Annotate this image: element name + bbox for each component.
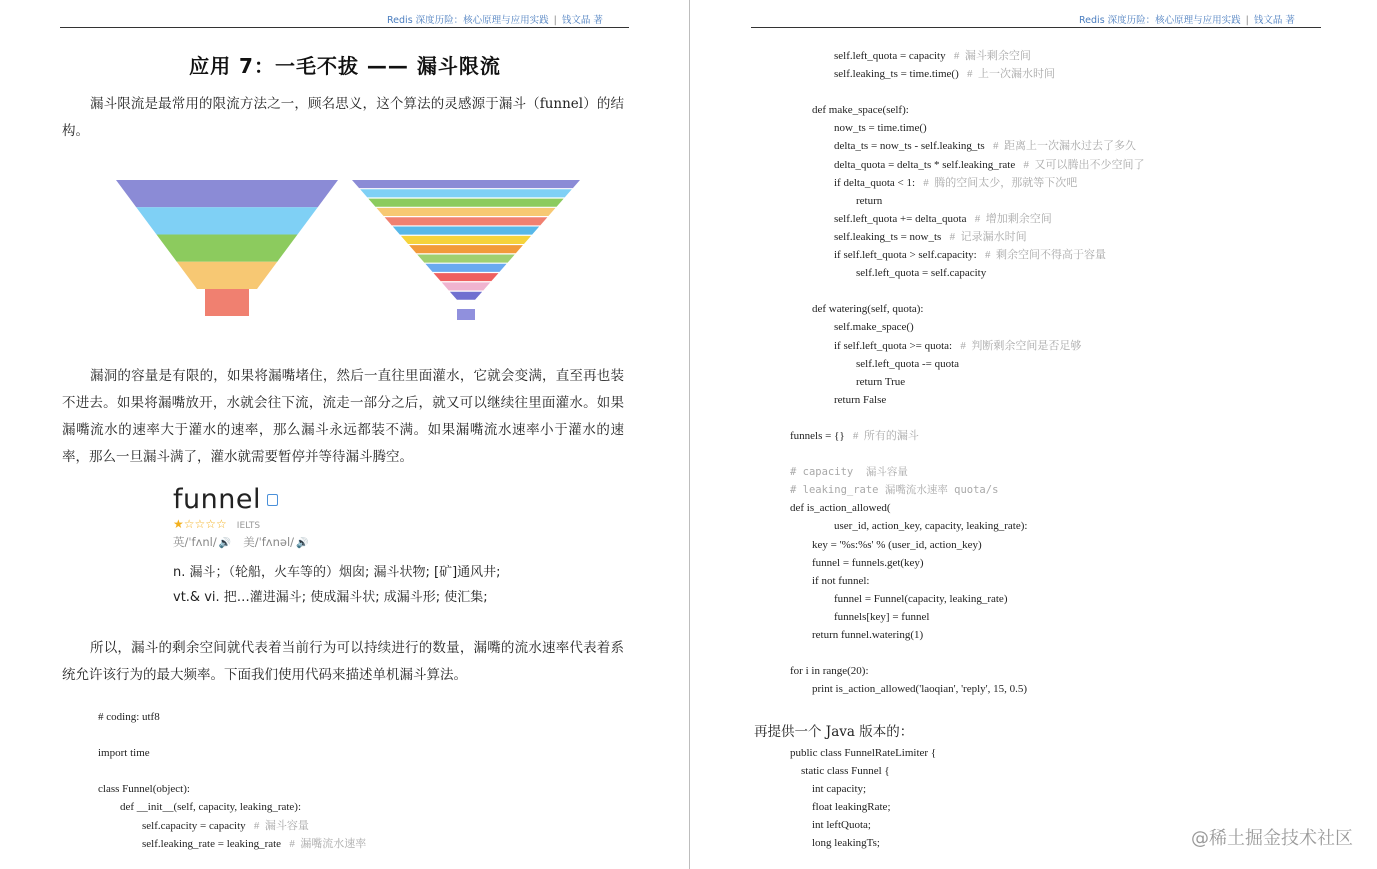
code-line: [790, 780, 936, 798]
code-line: [790, 246, 1144, 264]
funnel-band: [401, 236, 531, 244]
funnel-band: [177, 262, 278, 289]
funnel-right-image: [352, 180, 580, 320]
code-text: self.leaking_ts = now_ts: [790, 230, 950, 243]
code-text: funnels = {}: [790, 429, 853, 442]
java-intro-text: 再提供一个 Java 版本的：: [754, 724, 914, 740]
header-separator: |: [553, 15, 557, 26]
code-comment: # 记录漏水时间: [949, 230, 1027, 243]
code-comment: # 漏嘴流水速率: [289, 837, 367, 850]
code-line: [790, 174, 1144, 192]
code-line: [790, 101, 1144, 119]
code-text: def __init__(self, capacity, leaking_rate):: [98, 801, 302, 814]
code-line: [790, 572, 1144, 590]
code-line: [98, 798, 366, 816]
funnel-band: [450, 292, 482, 300]
code-text: return funnel.watering(1): [790, 629, 924, 641]
funnel-band: [360, 189, 572, 197]
watermark: @稀土掘金技术社区: [1191, 828, 1353, 849]
code-comment: # 上一次漏水时间: [966, 68, 1055, 81]
code-line: [790, 409, 1144, 427]
code-text: def make_space(self):: [790, 104, 909, 117]
code-text: static class Funnel {: [790, 765, 890, 778]
code-line: [98, 817, 366, 835]
code-line: [790, 680, 1144, 698]
code-line: [790, 65, 1144, 83]
code-line: [790, 119, 1144, 137]
code-line: [790, 517, 1144, 535]
code-line: [790, 626, 1144, 644]
code-line: [790, 83, 1144, 101]
speaker-icon: 🔊: [218, 538, 232, 549]
code-text: return False: [790, 393, 887, 406]
us-phonetic: 美/ˈfʌnəl/: [243, 535, 295, 549]
funnel-band: [368, 199, 563, 207]
definition-verb: vt.& vi. 把…灌进漏斗; 使成漏斗状; 成漏斗形; 使汇集;: [173, 590, 488, 605]
code-text: print is_action_allowed('laoqian', 'reply', 15, 0.5): [790, 683, 1028, 696]
code-line: [790, 816, 936, 834]
code-line: [790, 137, 1144, 155]
funnel-band: [434, 273, 499, 281]
funnel-band: [393, 227, 539, 235]
funnel-illustration: [110, 176, 590, 326]
author: 钱文晶 著: [1253, 15, 1295, 26]
code-line: [790, 481, 1144, 499]
code-comment: # 所有的漏斗: [852, 429, 919, 442]
code-line: [98, 780, 366, 798]
code-line: [790, 554, 1144, 572]
dictionary-card: [173, 484, 593, 610]
section-title: 应用 7：一毛不拔 —— 漏斗限流: [189, 54, 501, 78]
code-block-python-start: [98, 708, 366, 853]
code-text: self.leaking_rate = leaking_rate: [98, 837, 290, 850]
funnel-paragraph: 漏洞的容量是有限的，如果将漏嘴堵住，然后一直往里面灌水，它就会变满，直至再也装不进去。如果将漏嘴放开，水就会往下流，流走一部分之后，就又可以继续往里面灌水。如果漏嘴流水的速率大于灌水的速率，那么漏斗永远都装不满。如果漏嘴流水速率小于灌水的速率，那么一旦漏斗满了，灌水就需要暂停并等待漏斗腾空。: [62, 368, 624, 465]
running-header: [387, 12, 603, 26]
code-line: [790, 427, 1144, 445]
code-line: [98, 835, 366, 853]
code-text: if self.left_quota > self.capacity:: [790, 249, 985, 262]
code-text: self.left_quota += delta_quota: [790, 212, 975, 225]
code-text: long leakingTs;: [790, 837, 880, 850]
code-line: [98, 744, 366, 762]
code-line: [790, 355, 1144, 373]
code-line: [98, 708, 366, 726]
code-text: int leftQuota;: [790, 819, 871, 832]
code-block-java: [790, 744, 936, 853]
code-comment: # leaking_rate 漏嘴流水速率 quota/s: [790, 484, 999, 497]
code-text: funnel = Funnel(capacity, leaking_rate): [790, 592, 1008, 605]
funnel-band: [425, 264, 506, 272]
speaker-icon: 🔊: [296, 538, 309, 549]
code-text: if delta_quota < 1:: [790, 176, 924, 189]
code-text: public class FunnelRateLimiter {: [790, 747, 937, 759]
code-line: [790, 318, 1144, 336]
uk-phonetic: 英/ˈfʌnl/: [173, 535, 217, 549]
code-text: funnel = funnels.get(key): [790, 556, 924, 569]
code-text: if not funnel:: [790, 574, 870, 587]
code-comment: # 判断剩余空间是否足够: [960, 339, 1082, 352]
code-line: [790, 536, 1144, 554]
code-block-python-cont: [790, 47, 1144, 698]
code-text: funnels[key] = funnel: [790, 610, 930, 623]
funnel-spout: [457, 309, 475, 320]
funnel-band: [136, 207, 318, 234]
code-line: [790, 644, 1144, 662]
dict-word-text: funnel: [173, 484, 261, 515]
code-text: int capacity;: [790, 783, 867, 796]
funnel-band: [409, 245, 523, 253]
code-comment: # 剩余空间不得高于容量: [984, 249, 1106, 262]
header-separator: |: [1245, 15, 1249, 26]
funnel-left-image: [116, 180, 338, 316]
code-line: [790, 445, 1144, 463]
dict-phonetics: [173, 534, 593, 550]
code-line: [790, 300, 1144, 318]
definition-noun: n. 漏斗；（轮船，火车等的）烟囱; 漏斗状物; [矿]通风井;: [173, 565, 501, 580]
code-comment: # 增加剩余空间: [974, 212, 1052, 225]
code-line: [790, 373, 1144, 391]
dict-headword: [173, 484, 593, 515]
dict-definitions: [173, 560, 593, 610]
funnel-band: [116, 180, 338, 207]
funnel-band: [417, 254, 515, 262]
bookmark-icon: [267, 494, 278, 506]
code-text: delta_ts = now_ts - self.leaking_ts: [790, 140, 993, 153]
code-text: if self.left_quota >= quota:: [790, 339, 961, 352]
dict-rating: [173, 517, 593, 531]
code-comment: # 距离上一次漏水过去了多久: [992, 140, 1136, 153]
author: 钱文晶 著: [561, 15, 603, 26]
code-line: [790, 47, 1144, 65]
code-text: def is_action_allowed(: [790, 502, 891, 515]
funnel-band: [157, 235, 298, 262]
code-comment: # 又可以腾出不少空间了: [1023, 158, 1145, 171]
funnel-band: [352, 180, 580, 188]
code-line: [790, 192, 1144, 210]
running-header: [1079, 12, 1295, 26]
intro-paragraph: 漏斗限流是最常用的限流方法之一，顾名思义，这个算法的灵感源于漏斗（funnel）的结构。: [62, 96, 624, 139]
funnel-band: [376, 208, 555, 216]
code-line: [98, 762, 366, 780]
code-line: [790, 590, 1144, 608]
funnel-band: [442, 282, 491, 290]
code-text: import time: [98, 747, 150, 760]
code-text: self.left_quota = capacity: [790, 50, 954, 62]
code-comment: # capacity 漏斗容量: [790, 466, 908, 479]
code-line: [790, 391, 1144, 409]
code-text: return True: [790, 375, 906, 388]
code-text: key = '%s:%s' % (user_id, action_key): [790, 538, 982, 551]
code-comment: # 漏斗剩余空间: [953, 50, 1031, 62]
funnel-spout: [205, 289, 249, 316]
header-rule: [60, 27, 629, 28]
code-line: [790, 228, 1144, 246]
code-line: [790, 744, 936, 762]
header-rule: [751, 27, 1321, 28]
book-title: Redis 深度历险：核心原理与应用实践: [387, 15, 549, 26]
code-line: [790, 264, 1144, 282]
code-text: user_id, action_key, capacity, leaking_rate):: [790, 520, 1028, 533]
code-comment: # 漏斗容量: [253, 819, 309, 832]
code-line: [790, 282, 1144, 300]
code-text: float leakingRate;: [790, 801, 891, 814]
code-text: delta_quota = delta_ts * self.leaking_rate: [790, 158, 1024, 171]
code-text: # coding: utf8: [98, 711, 160, 723]
code-text: self.leaking_ts = time.time(): [790, 68, 967, 81]
code-line: [790, 463, 1144, 481]
code-text: self.make_space(): [790, 321, 914, 334]
code-line: [790, 762, 936, 780]
code-line: [790, 337, 1144, 355]
book-title: Redis 深度历险：核心原理与应用实践: [1079, 15, 1241, 26]
code-text: self.left_quota -= quota: [790, 357, 960, 370]
code-text: for i in range(20):: [790, 665, 869, 678]
code-line: [790, 608, 1144, 626]
code-line: [790, 662, 1144, 680]
code-text: def watering(self, quota):: [790, 303, 924, 316]
code-line: [790, 156, 1144, 174]
code-line: [790, 798, 936, 816]
code-line: [790, 834, 936, 852]
code-line: [98, 726, 366, 744]
code-text: self.capacity = capacity: [98, 819, 254, 832]
code-comment: # 腾的空间太少，那就等下次吧: [923, 176, 1078, 189]
code-text: return: [790, 194, 883, 207]
code-line: [790, 210, 1144, 228]
code-text: class Funnel(object):: [98, 783, 190, 796]
code-text: self.left_quota = self.capacity: [790, 267, 987, 280]
funnel-band: [385, 217, 548, 225]
code-text: now_ts = time.time(): [790, 122, 927, 135]
star-rating-icons: ★☆☆☆☆: [173, 517, 227, 531]
right-page: [691, 0, 1377, 869]
exam-tag: IELTS: [236, 521, 261, 531]
code-line: [790, 499, 1144, 517]
summary-paragraph: 所以，漏斗的剩余空间就代表着当前行为可以持续进行的数量，漏嘴的流水速率代表着系统允许该行为的最大频率。下面我们使用代码来描述单机漏斗算法。: [62, 640, 624, 683]
